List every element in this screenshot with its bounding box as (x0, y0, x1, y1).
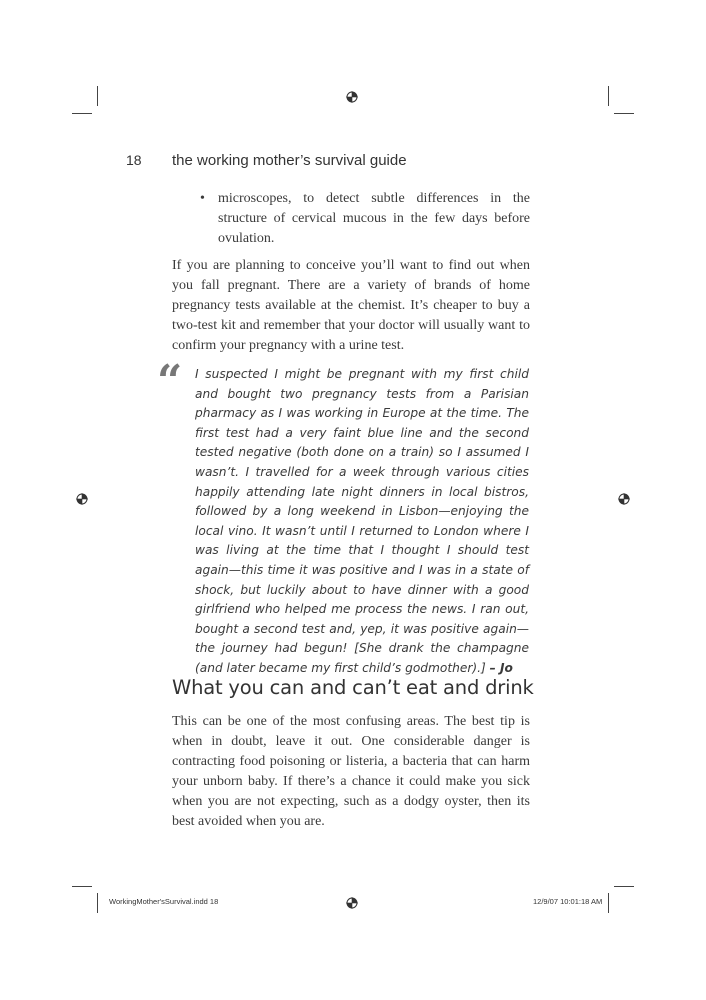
quote-text: I suspected I might be pregnant with my first child and bought two pregnancy tests from a Parisian pharmacy as I was working in Europe at the time. The first test had a very faint blue line and the second tested negative (both done on a train) so I assumed I wasn’t. I travelled for a week through various cities happily attending late night dinners in local bistros, followed by a long weekend in Lisbon—enjoying the local vino. It wasn’t until I returned to London where I was living at the time that I thought I should test again—this time it was positive and I was in a state of shock, but luckily about to have dinner with a good girlfriend who helped me process the news. I ran out, bought a second test and, yep, it was positive again—the journey had begun! [She drank the champagne (and later became my first child’s godmother).] (195, 367, 529, 675)
crop-mark-bottom-left-horizontal (72, 886, 92, 887)
crop-mark-top-right-horizontal (614, 113, 634, 114)
section-heading: What you can and can’t eat and drink (172, 676, 534, 699)
body-paragraph-1: If you are planning to conceive you’ll want to find out when you fall pregnant. There are a variety of brands of home pregnancy tests available at the chemist. It’s cheaper to buy a two-test kit and remember that your doctor will usually want to confirm your pregnancy with a urine test. (172, 258, 530, 353)
crop-mark-top-left-horizontal (72, 113, 92, 114)
crop-mark-top-left-vertical (97, 86, 98, 106)
crop-mark-bottom-right-horizontal (614, 886, 634, 887)
body-paragraph-2: This can be one of the most confusing areas. The best tip is when in doubt, leave it out. One considerable danger is contracting food poisoning or listeria, a bacteria that can harm your unborn baby. If there’s a chance it could make you sick when you are not expecting, such as a dodgy oyster, then its best avoided when you are. (172, 714, 530, 829)
bullet-list-item (200, 189, 530, 249)
registration-mark-icon (346, 91, 358, 103)
bullet-text: microscopes, to detect subtle differences in the structure of cervical mucous in the few days before ovulation. (218, 191, 530, 246)
page-number: 18 (126, 152, 142, 168)
quote-mark-icon: “ (157, 356, 183, 407)
slug-filename: WorkingMother'sSurvival.indd 18 (109, 897, 219, 906)
pull-quote (195, 365, 529, 679)
running-head: the working mother’s survival guide (172, 152, 407, 169)
quote-attribution: – Jo (489, 660, 513, 675)
crop-mark-top-right-vertical (608, 86, 609, 106)
bullet-icon: • (200, 191, 205, 206)
crop-mark-bottom-left-vertical (97, 893, 98, 913)
registration-mark-icon (618, 493, 630, 505)
registration-mark-icon (346, 897, 358, 909)
slug-datetime: 12/9/07 10:01:18 AM (533, 897, 603, 906)
registration-mark-icon (76, 493, 88, 505)
crop-mark-bottom-right-vertical (608, 893, 609, 913)
